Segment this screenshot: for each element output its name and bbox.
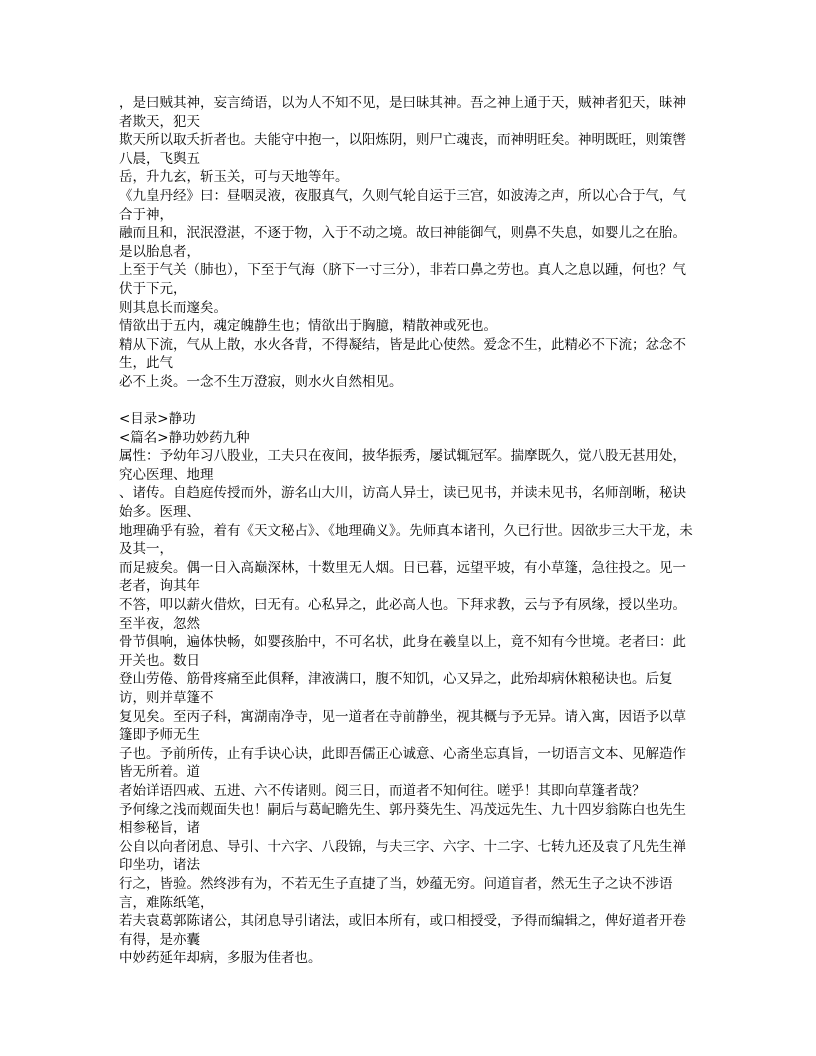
- section-title: <篇名>静功妙药九种: [119, 429, 250, 446]
- text-line: 登山劳倦、筋骨疼痛至此俱释，津液满口，腹不知饥，心又异之，此殆却病休粮秘诀也。后复访，则并草篷不: [119, 671, 673, 706]
- text-line: 复见矣。至丙子科，寓湖南净寺，见一道者在寺前静坐，视其概与予无异。请入寓，因语予以草篷即予师无生: [119, 708, 686, 744]
- text-line: 行之，皆验。然终涉有为，不若无生子直捷了当，妙蕴无穷。问道盲者，然无生子之诀不涉语言，难陈纸笔，: [119, 875, 673, 911]
- text-line: 公自以向者闭息、导引、十六字、八段锦，与夫三字、六字、十二字、七转九还及袁了凡先生禅印坐功，诸法: [119, 838, 686, 874]
- text-line: 若夫袁葛郭陈诸公，其闭息导引诸法，或旧本所有，或口相授受，予得而编辑之，俾好道者开卷有得，是亦囊: [119, 913, 686, 948]
- text-line: 而足疲矣。偶一日入高巅深林，十数里无人烟。日已暮，远望平坡，有小草篷，急往投之。见一老者，询其年: [119, 559, 686, 595]
- document-page: [119, 94, 699, 968]
- text-line: 融而且和，泯泯澄湛，不逐于物，入于不动之境。故曰神能御气，则鼻不失息，如婴儿之在胎。是以胎息者，: [119, 225, 686, 260]
- text-line: 《九皇丹经》曰：昼咽灵液，夜服真气，久则气轮自运于三宫，如波涛之声，所以心合于气，气合于神，: [119, 187, 686, 223]
- text-line: ，是曰贼其神，妄言绮语，以为人不知不见，是曰昧其神。吾之神上通于天，贼神者犯天，昧神者欺天，犯天: [119, 95, 686, 130]
- text-line: 属性：予幼年习八股业，工夫只在夜间，披华振秀，屡试辄冠军。揣摩既久，觉八股无甚用处，究心医理、地理: [119, 448, 686, 483]
- text-line: 必不上炎。一念不生万澄寂，则水火自然相见。: [119, 373, 403, 390]
- text-line: 岳，升九玄，斩玉关，可与天地等年。: [119, 169, 349, 186]
- catalog-heading: <目录>静功: [119, 411, 196, 428]
- text-line: 予何缘之浅而觌面失也！嗣后与葛屺瞻先生、郭丹葵先生、冯茂远先生、九十四岁翁陈白也先生相参秘旨，诸: [119, 801, 686, 837]
- text-line: 欺天所以取夭折者也。夫能守中抱一，以阳炼阴，则尸亡魂丧，而神明旺矣。神明既旺，则策辔八晨，飞舆五: [119, 132, 686, 167]
- text-line: 精从下流，气从上散，水火各背，不得凝结，皆是此心使然。爱念不生，此精必不下流；忿念不生，此气: [119, 336, 686, 372]
- text-line: 、诸传。自趋庭传授而外，游名山大川，访高人异士，读已见书，并读未见书，名师剖晰，秘诀始多。医理、: [119, 485, 686, 521]
- text-line: 中妙药延年却病，多服为佳者也。: [119, 950, 322, 967]
- text-line: 不答，叩以薪火借炊，曰无有。心私异之，此必高人也。下拜求教，云与予有夙缘，授以坐功。至半夜，忽然: [119, 597, 686, 632]
- text-line: 子也。予前所传，止有手诀心诀，此即吾儒正心诚意、心斋坐忘真旨，一切语言文本、见解造作皆无所着。道: [119, 745, 686, 781]
- text-line: 骨节俱响，遍体快畅，如婴孩胎中，不可名状，此身在羲皇以上，竟不知有今世境。老者曰：此开关也。数日: [119, 634, 686, 669]
- text-line: 则其息长而邃矣。: [119, 299, 227, 316]
- text-line: 地理确乎有验，着有《天文秘占》、《地理确义》。先师真本诸刊，久已行世。因欲步三大干龙，未及其一，: [119, 522, 693, 558]
- text-line: 情欲出于五内，魂定魄静生也；情欲出于胸臆，精散神或死也。: [119, 318, 497, 335]
- text-line: 者始详语四戒、五进、六不传诸则。阅三日，而道者不知何往。嗟乎！其即向草篷者哉？: [119, 782, 646, 799]
- blank-line: [119, 392, 699, 411]
- text-line: 上至于气关（肺也），下至于气海（脐下一寸三分），非若口鼻之劳也。真人之息以踵，何也？气伏于下元，: [119, 262, 686, 297]
